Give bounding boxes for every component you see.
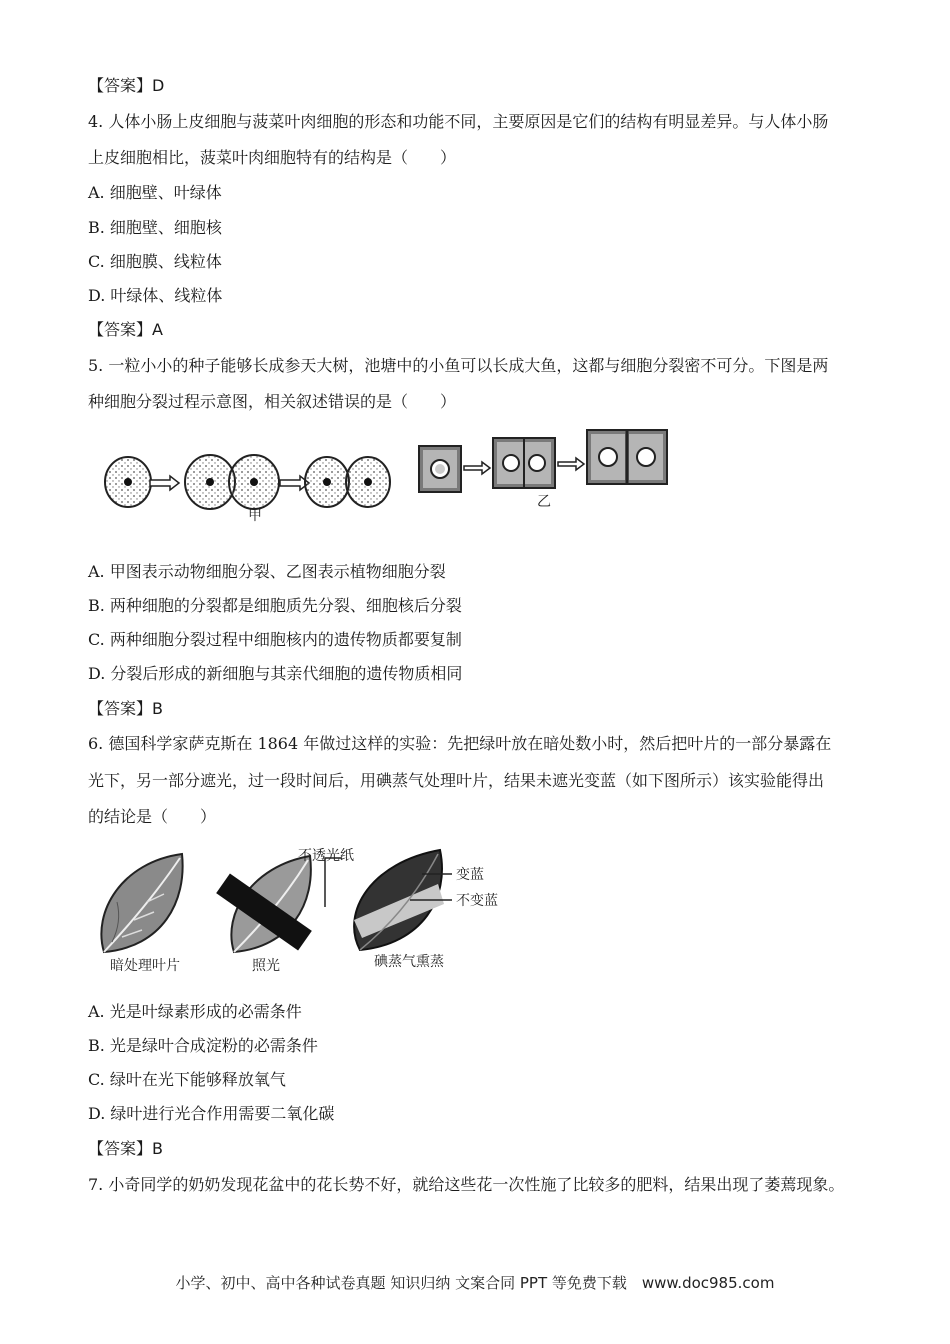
leaf-experiment-figure <box>92 842 532 978</box>
figure-label-jia: 甲 <box>248 508 262 524</box>
q4-stem-line1: 4. 人体小肠上皮细胞与菠菜叶肉细胞的形态和功能不同，主要原因是它们的结构有明显差异。与人体小肠 <box>88 112 829 131</box>
label-opaque-paper: 不透光纸 <box>298 848 354 864</box>
q6-option-d: D. 绿叶进行光合作用需要二氧化碳 <box>88 1104 335 1123</box>
q7-stem-line1: 7. 小奇同学的奶奶发现花盆中的花长势不好，就给这些花一次性施了比较多的肥料，结果出现了萎蔫现象。 <box>88 1175 845 1194</box>
q4-option-c: C. 细胞膜、线粒体 <box>88 252 222 271</box>
animal-cell-stage-3 <box>305 457 390 507</box>
cell-division-figure <box>96 422 676 530</box>
answer-q3: 【答案】D <box>88 76 165 95</box>
q6-stem-line3: 的结论是（ ） <box>88 807 217 826</box>
animal-cell-stage-1 <box>105 457 151 507</box>
illuminated-leaf <box>216 856 312 952</box>
q5-option-b: B. 两种细胞的分裂都是细胞质先分裂、细胞核后分裂 <box>88 596 462 615</box>
label-illuminated: 照光 <box>252 958 280 974</box>
label-turns-blue: 变蓝 <box>456 867 484 883</box>
q6-stem-line2: 光下，另一部分遮光，过一段时间后，用碘蒸气处理叶片，结果未遮光变蓝（如下图所示）该实验能得出 <box>88 771 825 790</box>
q5-option-d: D. 分裂后形成的新细胞与其亲代细胞的遗传物质相同 <box>88 664 463 683</box>
q5-option-a: A. 甲图表示动物细胞分裂、乙图表示植物细胞分裂 <box>88 562 446 581</box>
q4-option-b: B. 细胞壁、细胞核 <box>88 218 222 237</box>
arrow-icon <box>150 476 179 490</box>
arrow-icon <box>558 458 584 470</box>
animal-cell-stage-2 <box>185 455 279 509</box>
label-iodine-vapor: 碘蒸气熏蒸 <box>374 954 444 970</box>
dark-treated-leaf <box>101 854 182 952</box>
answer-q4: 【答案】A <box>88 320 163 339</box>
plant-cell-stage-2 <box>493 438 555 488</box>
pointer-line <box>325 858 342 907</box>
q6-option-a: A. 光是叶绿素形成的必需条件 <box>88 1002 302 1021</box>
q6-option-b: B. 光是绿叶合成淀粉的必需条件 <box>88 1036 318 1055</box>
page-footer: 小学、初中、高中各种试卷真题 知识归纳 文案合同 PPT 等免费下载 www.doc985.com <box>175 1274 775 1292</box>
q6-option-c: C. 绿叶在光下能够释放氧气 <box>88 1070 286 1089</box>
q5-stem-line1: 5. 一粒小小的种子能够长成参天大树，池塘中的小鱼可以长成大鱼，这都与细胞分裂密不可分。下图是两 <box>88 356 829 375</box>
plant-cell-stage-3 <box>587 430 667 484</box>
plant-cell-stage-1 <box>419 446 461 492</box>
q4-stem-line2: 上皮细胞相比，菠菜叶肉细胞特有的结构是（ ） <box>88 148 457 167</box>
q5-option-c: C. 两种细胞分裂过程中细胞核内的遗传物质都要复制 <box>88 630 462 649</box>
arrow-icon <box>464 462 490 474</box>
q4-option-a: A. 细胞壁、叶绿体 <box>88 183 222 202</box>
answer-q5: 【答案】B <box>88 699 163 718</box>
q4-option-d: D. 叶绿体、线粒体 <box>88 286 223 305</box>
label-dark-treated: 暗处理叶片 <box>110 958 180 974</box>
answer-q6: 【答案】B <box>88 1139 163 1158</box>
figure-label-yi: 乙 <box>537 494 551 510</box>
label-not-blue: 不变蓝 <box>456 893 498 909</box>
q6-stem-line1: 6. 德国科学家萨克斯在 1864 年做过这样的实验：先把绿叶放在暗处数小时，然后把叶片的一部分暴露在 <box>88 734 832 753</box>
q5-stem-line2: 种细胞分裂过程示意图，相关叙述错误的是（ ） <box>88 392 457 411</box>
